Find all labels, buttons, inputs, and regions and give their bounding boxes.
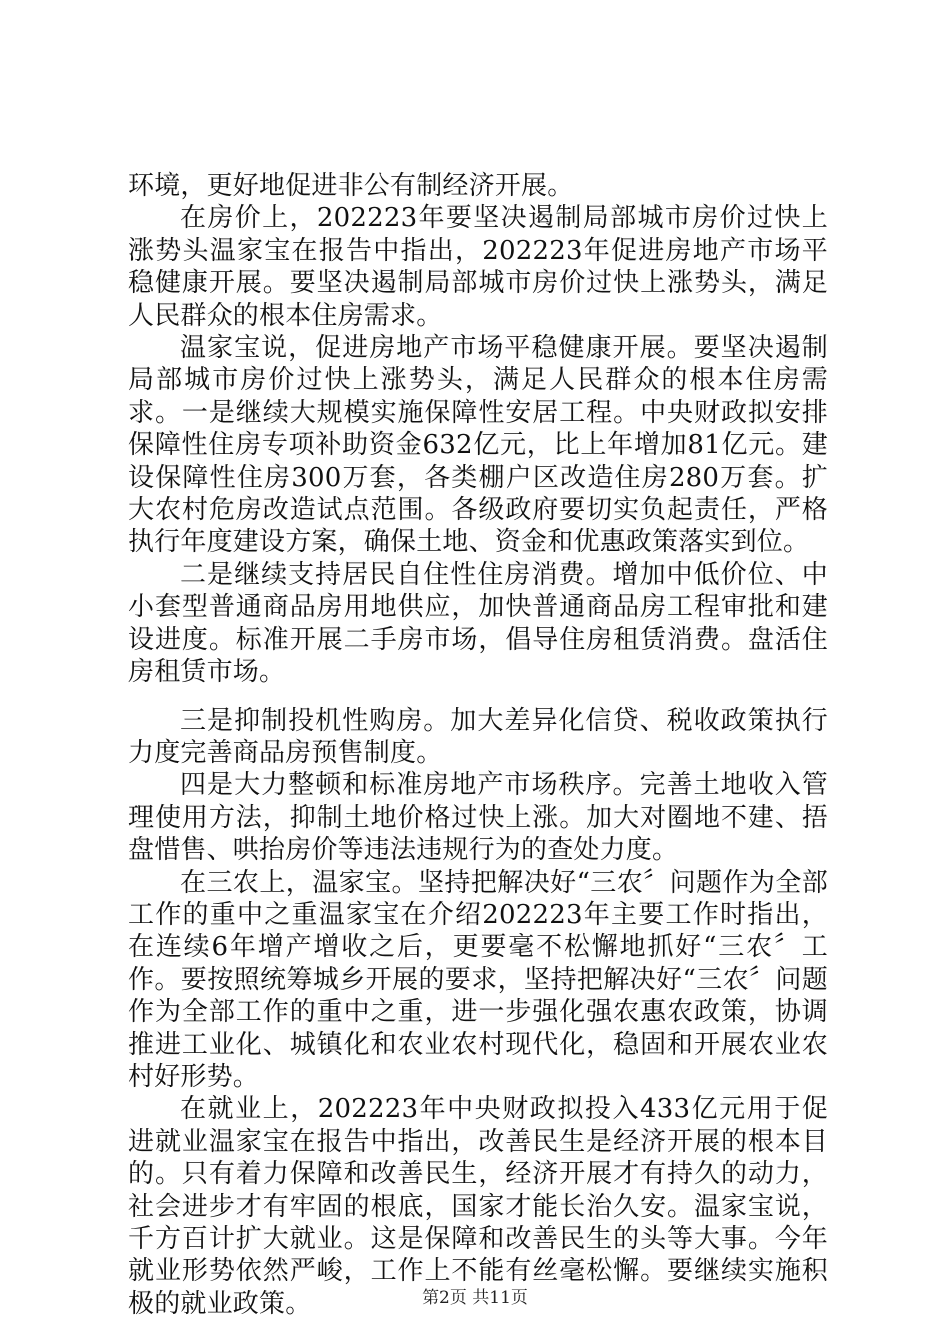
paragraph: 二是继续支持居民自住性住房消费。增加中低价位、中小套型普通商品房用地供应，加快普通商品房工程审批和建设进度。标准开展二手房市场，倡导住房租赁消费。盘活住房租赁市场。 — [128, 559, 828, 688]
paragraph: 温家宝说，促进房地产市场平稳健康开展。要坚决遏制局部城市房价过快上涨势头，满足人民群众的根本住房需求。一是继续大规模实施保障性安居工程。中央财政拟安排保障性住房专项补助资金632亿元，比上年增加81亿元。建设保障性住房300万套，各类棚户区改造住房280万套。扩大农村危房改造试点范围。各级政府要切实负起责任，严格执行年度建设方案，确保土地、资金和优惠政策落实到位。 — [128, 333, 828, 558]
paragraph: 在房价上，202223年要坚决遏制局部城市房价过快上涨势头温家宝在报告中指出，202223年促进房地产市场平稳健康开展。要坚决遏制局部城市房价过快上涨势头，满足人民群众的根本住房需求。 — [128, 203, 828, 331]
paragraph: 在就业上，202223年中央财政拟投入433亿元用于促进就业温家宝在报告中指出，改善民生是经济开展的根本目的。只有着力保障和改善民生，经济开展才有持久的动力，社会进步才有牢固的根底，国家才能长治久安。温家宝说，千方百计扩大就业。这是保障和改善民生的头等大事。今年就业形势依然严峻，工作上不能有丝毫松懈。要继续实施积极的就业政策。 — [128, 1094, 828, 1319]
paragraph: 三是抑制投机性购房。加大差异化信贷、税收政策执行力度完善商品房预售制度。 — [128, 705, 828, 768]
page-number-footer: 第2页 共11页 — [422, 1288, 528, 1308]
paragraph: 四是大力整顿和标准房地产市场秩序。完善土地收入管理使用方法，抑制土地价格过快上涨。加大对圈地不建、捂盘惜售、哄抬房价等违法违规行为的查处力度。 — [128, 770, 828, 866]
paragraph: 环境，更好地促进非公有制经济开展。 — [128, 171, 574, 201]
document-body — [128, 170, 828, 1320]
paragraph: 在三农上，温家宝。坚持把解决好“三农〞问题作为全部工作的重中之重温家宝在介绍202223年主要工作时指出，在连续6年增产增收之后，更要毫不松懈地抓好“三农〞工作。要按照统筹城乡开展的要求，坚持把解决好“三农〞问题作为全部工作的重中之重，进一步强化强农惠农政策，协调推进工业化、城镇化和农业农村现代化，稳固和开展农业农村好形势。 — [128, 867, 828, 1092]
